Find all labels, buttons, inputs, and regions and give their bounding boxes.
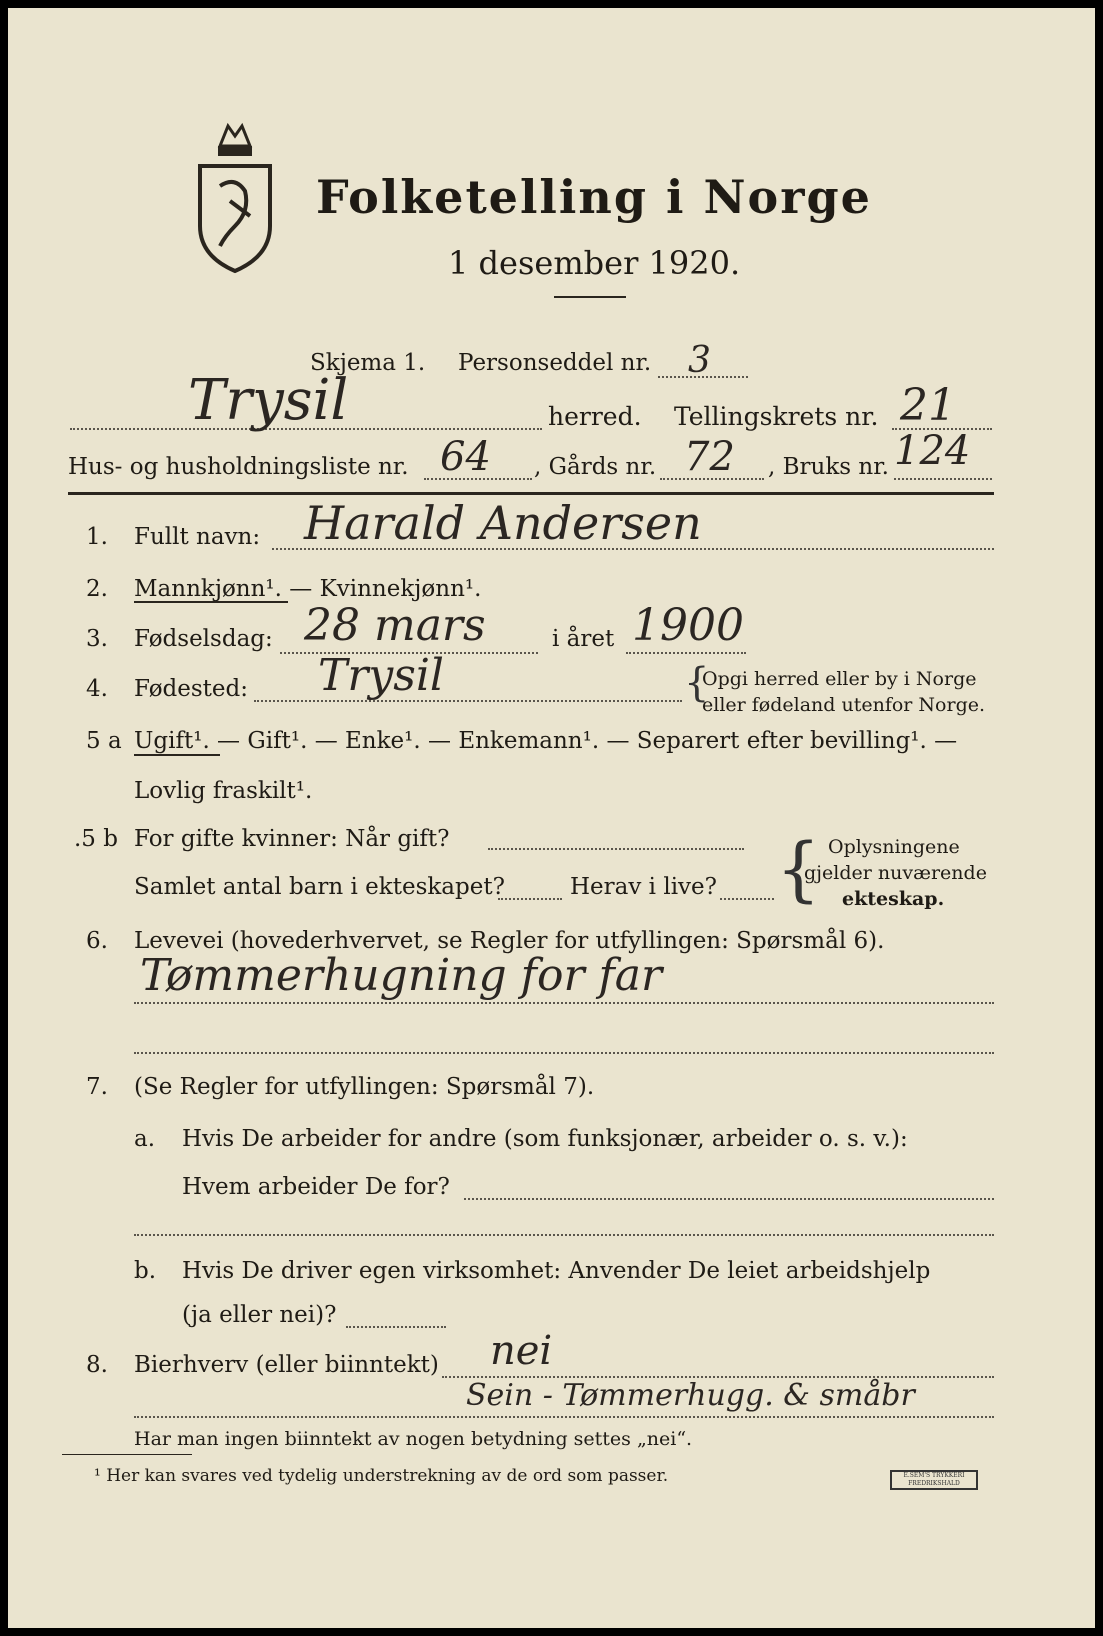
- q1-number: 1.: [86, 524, 108, 550]
- birthplace-value: Trysil: [318, 650, 444, 701]
- herred-value: Trysil: [188, 368, 349, 433]
- birthyear-field[interactable]: [626, 652, 746, 654]
- q5b-label-3: Herav i live?: [570, 874, 717, 900]
- marital-underline: [134, 754, 220, 756]
- bruks-field[interactable]: [894, 478, 992, 480]
- q4-note-1: Opgi herred eller by i Norge: [702, 668, 977, 690]
- q5b-label-1: For gifte kvinner: Når gift?: [134, 826, 450, 852]
- footnote: ¹ Her kan svares ved tydelig understrekning av de ord som passer.: [94, 1466, 669, 1486]
- hus-label: Hus- og husholdningsliste nr.: [68, 454, 409, 480]
- birthyear-value: 1900: [632, 600, 744, 651]
- norwegian-coat-of-arms-icon: [190, 116, 280, 276]
- marital-options-cont[interactable]: Lovlig fraskilt¹.: [134, 778, 313, 804]
- q4-note-2: eller fødeland utenfor Norge.: [702, 694, 986, 716]
- skjema-label: Skjema 1.: [310, 350, 426, 376]
- sex-underline: [134, 601, 288, 603]
- header-divider: [68, 492, 994, 495]
- q7a-text-2: Hvem arbeider De for?: [182, 1174, 450, 1200]
- q5b-brace: {: [776, 828, 821, 910]
- q3-number: 3.: [86, 626, 108, 652]
- q8-label: Bierhverv (eller biinntekt): [134, 1352, 439, 1378]
- children-count-field[interactable]: [498, 898, 562, 900]
- employer-field[interactable]: [464, 1198, 994, 1200]
- full-name-value: Harald Andersen: [304, 496, 702, 550]
- q7-label: (Se Regler for utfyllingen: Spørsmål 7).: [134, 1074, 595, 1100]
- q2-number: 2.: [86, 576, 108, 602]
- q5b-note-2: gjelder nuværende: [804, 862, 987, 884]
- title-divider: [554, 296, 626, 298]
- q7-number: 7.: [86, 1074, 108, 1100]
- q7a-number: a.: [134, 1126, 156, 1152]
- q8-number: 8.: [86, 1352, 108, 1378]
- herred-label: herred.: [548, 402, 642, 431]
- q4-brace: {: [684, 660, 710, 706]
- hus-value: 64: [440, 434, 491, 480]
- q1-label: Fullt navn:: [134, 524, 261, 550]
- personseddel-value: 3: [688, 340, 711, 381]
- q6-label: Levevei (hovederhvervet, se Regler for utfyllingen: Spørsmål 6).: [134, 928, 885, 954]
- q5b-number: .5 b: [74, 826, 118, 852]
- married-when-field[interactable]: [488, 848, 744, 850]
- q4-number: 4.: [86, 676, 108, 702]
- occupation-field-2[interactable]: [134, 1052, 994, 1054]
- tellingskrets-label: Tellingskrets nr.: [674, 402, 879, 431]
- printer-stamp: E.SEM'S TRYKKERI FREDRIKSHALD: [890, 1470, 978, 1490]
- q3-label: Fødselsdag:: [134, 626, 273, 652]
- hired-help-field[interactable]: [346, 1326, 446, 1328]
- side-income-value: nei: [490, 1328, 553, 1374]
- q5b-note-3: ekteskap.: [842, 888, 945, 910]
- birthdate-value: 28 mars: [304, 600, 486, 651]
- page-subtitle: 1 desember 1920.: [448, 244, 741, 282]
- year-label: i året: [552, 626, 615, 652]
- personseddel-label: Personseddel nr.: [458, 350, 652, 376]
- occupation-field[interactable]: [134, 1002, 994, 1004]
- bruks-label: , Bruks nr.: [768, 454, 889, 480]
- q7b-text: Hvis De driver egen virksomhet: Anvender De leiet arbeidshjelp: [182, 1258, 931, 1284]
- gards-label: , Gårds nr.: [534, 454, 657, 480]
- occupation-value: Tømmerhugning for far: [140, 950, 663, 1001]
- census-form-page: [8, 8, 1095, 1628]
- tellingskrets-value: 21: [900, 380, 956, 431]
- side-income-value-2: Sein - Tømmerhugg. & småbr: [466, 1378, 915, 1413]
- q5b-note-1: Oplysningene: [828, 836, 960, 858]
- q4-label: Fødested:: [134, 676, 249, 702]
- sex-options[interactable]: Mannkjønn¹. — Kvinnekjønn¹.: [134, 576, 482, 602]
- gards-value: 72: [684, 434, 735, 480]
- q5b-label-2: Samlet antal barn i ekteskapet?: [134, 874, 505, 900]
- q7a-text: Hvis De arbeider for andre (som funksjonær, arbeider o. s. v.):: [182, 1126, 908, 1152]
- q7b-number: b.: [134, 1258, 157, 1284]
- footnote-divider: [62, 1454, 192, 1455]
- q6-number: 6.: [86, 928, 108, 954]
- side-income-field-2[interactable]: [134, 1416, 994, 1418]
- q5a-number: 5 a: [86, 728, 122, 754]
- q7b-text-2: (ja eller nei)?: [182, 1302, 337, 1328]
- children-alive-field[interactable]: [720, 898, 774, 900]
- page-title: Folketelling i Norge: [316, 170, 872, 224]
- employer-field-2[interactable]: [134, 1234, 994, 1236]
- bruks-value: 124: [894, 428, 971, 474]
- marital-options[interactable]: Ugift¹. — Gift¹. — Enke¹. — Enkemann¹. — Separert efter bevilling¹. —: [134, 728, 958, 754]
- q8-note: Har man ingen biinntekt av nogen betydning settes „nei“.: [134, 1428, 693, 1450]
